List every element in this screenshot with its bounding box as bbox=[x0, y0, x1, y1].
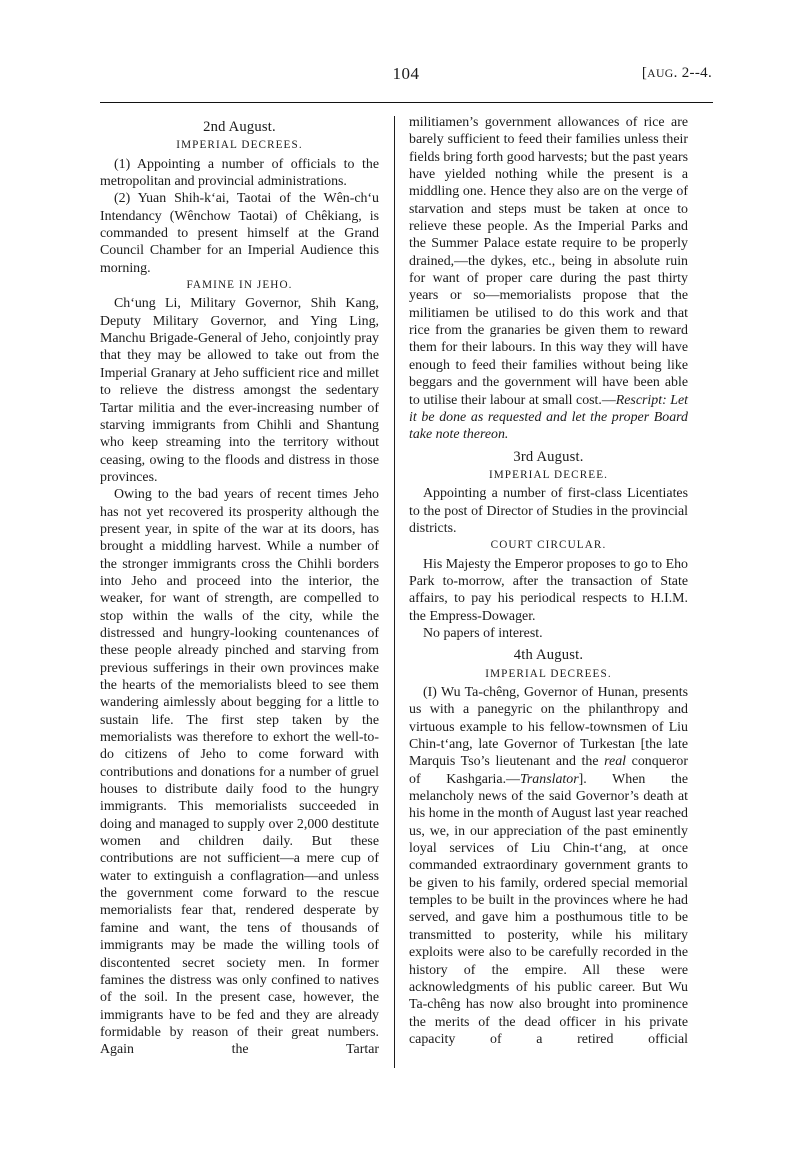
running-head-month: A bbox=[647, 67, 656, 80]
paragraph-decree-2: (2) Yuan Shih-k‘ai, Taotai of the Wên-ch‘u Intendancy (Wênchow Taotai) of Chêkiang, is commanded to present himself at the Grand Council Chamber for an Imperial Audience this morning. bbox=[100, 191, 379, 276]
running-head-month-tail: UG bbox=[655, 67, 674, 80]
heading-3rd-august: 3rd August. bbox=[513, 448, 584, 465]
subheading-imperial-decrees-4th: IMPERIAL DECREES. bbox=[485, 667, 612, 680]
page-number: 104 bbox=[392, 64, 420, 83]
subheading-famine-in-jeho: FAMINE IN JEHO. bbox=[186, 279, 293, 292]
heading-4th-august: 4th August. bbox=[513, 647, 584, 664]
paragraph-famine-continued: Owing to the bad years of recent times Jeho has not yet recovered its prosperity although the present year, in spite of the war at its doors, has brought a middling harvest. While a number of the stronger immigrants cross the Chihli borders into Jeho and proceed into the interior, the weaker, for want of strength, are compelled to stop within the walls of the city, while the distressed and hungry-looking countenances of these people already pinched and starving from previous sufferings in their own provinces make the hearts of the memorialists bleed to see them wandering aimlessly about begging for a little to sustain life. The first step taken by the memorialists was therefore to exhort the well-to-do citizens of Jeho to come forward with contributions and donations for a number of gruel houses to distribute daily food to the hungry immigrants. This memorialists succeeded in doing and managed to supply over 2,000 destitute women and children daily. But these contributions are not sufficient—a mere cup of water to extinguish a conflagration—and unless the government come forward to the rescue memorialists fear that, rendered desperate by famine and want, the tens of thousands of immigrants may be made the willing tools of discontented secret society men. In former famines the distress was only confined to natives of the soil. In the present case, however, the immigrants have to be fed and they are already formidable by reason of their great numbers. Again the Tartar bbox=[100, 487, 379, 1058]
subheading-imperial-decrees: IMPERIAL DECREES. bbox=[176, 139, 303, 152]
wu-text-part-a: (I) Wu Ta-chêng, Governor of Hunan, presents us with a panegyric on the philanthropy and virtuous example to his fellow-townsmen of Liu Chin-t‘ang, late Governor of Turkestan [the late Marquis Tso’s lieutenant and the bbox=[409, 685, 688, 770]
right-column bbox=[409, 114, 688, 1048]
header-rule bbox=[100, 102, 713, 103]
column-divider-rule bbox=[394, 116, 395, 1068]
paragraph-decree-1: (1) Appointing a number of officials to the metropolitan and provincial administrations. bbox=[100, 156, 379, 190]
rescript-body: Let it be done as requested and let the proper Board take note thereon. bbox=[409, 392, 688, 443]
running-head-days: . 2--4. bbox=[673, 65, 712, 81]
rescript-label: Rescript: bbox=[615, 392, 667, 408]
two-column-body bbox=[100, 114, 713, 1074]
wu-text-part-b: conqueror of Kashgaria.— bbox=[409, 754, 688, 787]
paragraph-licentiates: Appointing a number of first-class Licentiates to the post of Director of Studies in the provincial districts. bbox=[409, 486, 688, 536]
wu-text-part-c: ]. When the melancholy news of the said Governor’s death at his home in the month of August last year reached us, we, in our appreciation of the past eminently loyal services of Liu Chin-t‘ang, at once commanded extraordinary government grants to be given to his family, ordered special memorial temples to be built in the provinces where he had served, and gave him a posthumous title to be transmitted to posterity, while his military exploits were also to be carefully recorded in the history of the empire. All these were acknowledgments of his public career. But Wu Ta-chêng has now also brought into prominence the merits of the dead officer in his private capacity of a retired official bbox=[409, 771, 688, 1047]
paragraph-no-papers: No papers of interest. bbox=[423, 625, 543, 641]
running-head-bracket: [ bbox=[641, 65, 648, 81]
running-head-date-range bbox=[642, 65, 712, 82]
paragraph-famine-memorial: Ch‘ung Li, Military Governor, Shih Kang, Deputy Military Governor, and Ying Ling, Manchu Brigade-General of Jeho, conjointly pray that they may be allowed to take out from the Imperial Granary at Jeho sufficient rice and millet to relieve the distress amongst the sedentary Tartar militia and the ever-increasing number of starving immigrants from Chihli and Shantung who keep streaming into the territory without ceasing, owing to the floods and distress in those provinces. bbox=[100, 296, 379, 485]
subheading-imperial-decree: IMPERIAL DECREE. bbox=[488, 468, 609, 481]
subheading-court-circular: COURT CIRCULAR. bbox=[490, 539, 607, 552]
left-column bbox=[100, 114, 379, 1059]
militiamen-text: militiamen’s government allowances of rice are barely sufficient to feed their families unless their fields bring forth good harvests; but the past years have yielded nothing while the present is a middling one. Hence they also are on the verge of starvation and steps must be taken at once to relieve these people. As the Imperial Parks and the Summer Palace estate require to be properly drained,—the dykes, etc., being in absolute ruin for want of proper care during the past thirty years or so—memorialists propose that the militiamen be utilised to do this work and that rice from the granaries be given them to reward them for their labours. In this way they will have enough to feed their families without being like beggars and the government will have been able to utilise their labour at small cost.— bbox=[409, 115, 688, 408]
paragraph-militiamen-allowances bbox=[409, 114, 688, 444]
italic-translator: Translator bbox=[519, 771, 579, 787]
italic-real: real bbox=[604, 754, 627, 770]
paragraph-court-circular: His Majesty the Emperor proposes to go to Eho Park to-morrow, after the transaction of State affairs, to pay his periodical respects to H.I.M. the Empress-Dowager. bbox=[409, 556, 688, 624]
heading-2nd-august: 2nd August. bbox=[203, 119, 276, 135]
paragraph-wu-ta-cheng bbox=[409, 684, 688, 1048]
running-head bbox=[100, 64, 712, 90]
